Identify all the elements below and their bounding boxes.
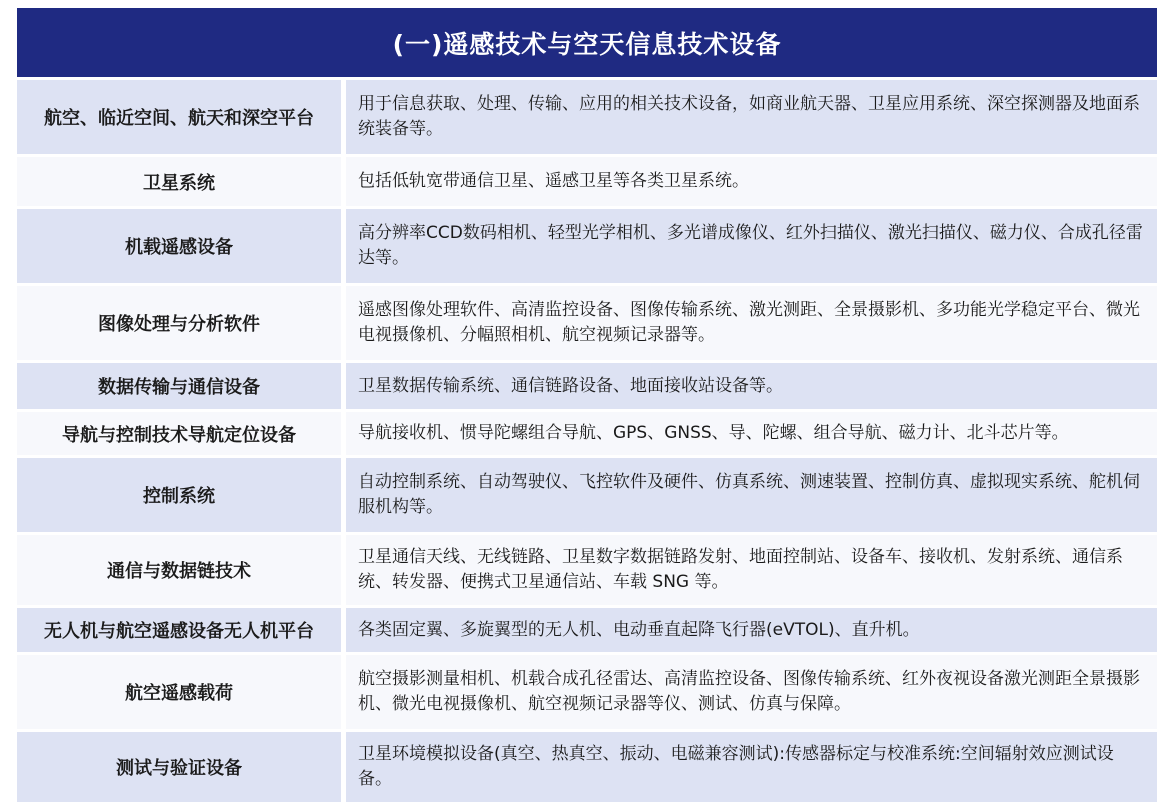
row-description: 高分辨率CCD数码相机、轻型光学相机、多光谱成像仪、红外扫描仪、激光扫描仪、磁力仪、合成孔径雷达等。 bbox=[358, 223, 1143, 268]
row-category: 航空遥感载荷 bbox=[125, 683, 233, 704]
row-description: 自动控制系统、自动驾驶仪、飞控软件及硬件、仿真系统、测速装置、控制仿真、虚拟现实系统、舵机伺服机构等。 bbox=[358, 472, 1140, 517]
row-description: 卫星通信天线、无线链路、卫星数字数据链路发射、地面控制站、设备车、接收机、发射系统、通信系统、转发器、便携式卫星通信站、车载 SNG 等。 bbox=[358, 547, 1123, 592]
row-category: 图像处理与分析软件 bbox=[98, 314, 260, 335]
table-row bbox=[17, 363, 1157, 409]
row-category: 卫星系统 bbox=[143, 172, 215, 194]
row-description: 遥感图像处理软件、高清监控设备、图像传输系统、激光测距、全景摄影机、多功能光学稳定平台、微光电视摄像机、分幅照相机、航空视频记录器等。 bbox=[358, 300, 1140, 345]
row-description: 用于信息获取、处理、传输、应用的相关技术设备，如商业航天器、卫星应用系统、深空探测器及地面系统装备等。 bbox=[358, 94, 1140, 139]
row-description: 导航接收机、惯导陀螺组合导航、GPS、GNSS、导、陀螺、组合导航、磁力计、北斗芯片等。 bbox=[358, 423, 1069, 443]
row-description: 航空摄影测量相机、机载合成孔径雷达、高清监控设备、图像传输系统、红外夜视设备激光测距全景摄影机、微光电视摄像机、航空视频记录器等仪、测试、仿真与保障。 bbox=[358, 669, 1140, 714]
table-row bbox=[17, 157, 1157, 206]
row-category: 数据传输与通信设备 bbox=[98, 377, 260, 398]
table-row bbox=[17, 535, 1157, 605]
table-row bbox=[17, 412, 1157, 455]
table-row bbox=[17, 209, 1157, 283]
row-description: 包括低轨宽带通信卫星、遥感卫星等各类卫星系统。 bbox=[358, 171, 749, 191]
row-category: 通信与数据链技术 bbox=[107, 561, 251, 582]
table-row bbox=[17, 655, 1157, 729]
table-row bbox=[17, 608, 1157, 652]
row-category: 无人机与航空遥感设备无人机平台 bbox=[44, 621, 314, 642]
row-category: 控制系统 bbox=[143, 486, 215, 507]
row-description: 卫星数据传输系统、通信链路设备、地面接收站设备等。 bbox=[358, 375, 783, 396]
table-title: (一)遥感技术与空天信息技术设备 bbox=[17, 8, 1157, 77]
row-category: 航空、临近空间、航天和深空平台 bbox=[44, 108, 314, 129]
table-row bbox=[17, 732, 1157, 802]
table-row bbox=[17, 286, 1157, 360]
table-row bbox=[17, 80, 1157, 154]
row-description: 卫星环境模拟设备(真空、热真空、振动、电磁兼容测试):传感器标定与校准系统:空间辐射效应测试设备。 bbox=[358, 744, 1114, 789]
equipment-table bbox=[17, 8, 1157, 791]
row-description: 各类固定翼、多旋翼型的无人机、电动垂直起降飞行器(eVTOL)、直升机。 bbox=[358, 619, 920, 640]
row-category: 测试与验证设备 bbox=[116, 758, 242, 779]
table-row bbox=[17, 458, 1157, 532]
row-category: 导航与控制技术导航定位设备 bbox=[62, 424, 296, 446]
row-category: 机载遥感设备 bbox=[125, 237, 233, 258]
table-body bbox=[17, 80, 1157, 802]
